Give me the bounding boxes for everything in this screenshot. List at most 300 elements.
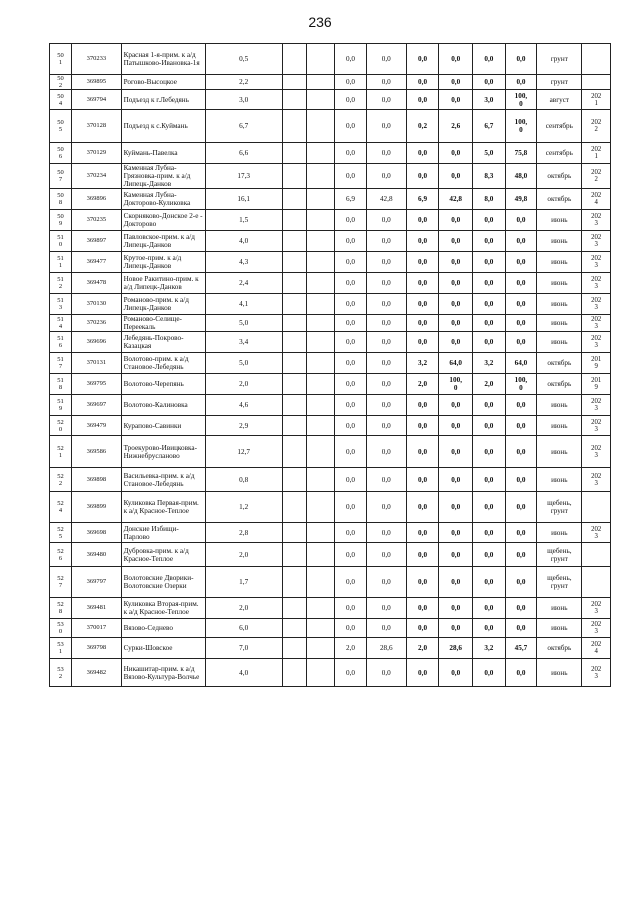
value-6: 0,0: [505, 492, 537, 523]
value-4: 0,0: [439, 231, 473, 252]
value-5: 3,2: [473, 353, 506, 374]
value-1: 0,0: [335, 44, 367, 75]
value-5: 6,7: [473, 110, 506, 143]
value-3: 0,0: [406, 395, 439, 416]
value-1: 0,0: [335, 90, 367, 110]
empty-cell: [306, 75, 334, 90]
value-1: 0,0: [335, 315, 367, 332]
value-5: 0,0: [473, 294, 506, 315]
value-1: 0,0: [335, 619, 367, 638]
value-1: 0,0: [335, 543, 367, 567]
value-5: 0,0: [473, 44, 506, 75]
table-row: [50, 332, 611, 353]
road-name: Волотово-прим. к а/д Становое-Лебедянь: [121, 353, 205, 374]
row-number: 52 0: [50, 416, 72, 436]
value-2: 0,0: [366, 353, 406, 374]
value-4: 0,0: [439, 619, 473, 638]
road-code: 369481: [72, 598, 121, 619]
table-row: [50, 567, 611, 598]
value-6: 0,0: [505, 567, 537, 598]
value-5: 3,0: [473, 90, 506, 110]
empty-cell: [306, 189, 334, 210]
road-code: 369798: [72, 638, 121, 659]
row-number: 53 0: [50, 619, 72, 638]
table-row: [50, 374, 611, 395]
value-3: 0,0: [406, 619, 439, 638]
value-2: 0,0: [366, 143, 406, 164]
value-5: 0,0: [473, 567, 506, 598]
road-code: 369896: [72, 189, 121, 210]
value-2: 0,0: [366, 659, 406, 687]
road-code: 369898: [72, 468, 121, 492]
value-3: 0,0: [406, 436, 439, 468]
year: 202 3: [582, 332, 611, 353]
road-code: 370128: [72, 110, 121, 143]
value-5: 0,0: [473, 332, 506, 353]
row-number: 52 6: [50, 543, 72, 567]
value-1: 0,0: [335, 523, 367, 543]
empty-cell: [306, 332, 334, 353]
road-code: 369482: [72, 659, 121, 687]
empty-cell: [282, 273, 306, 294]
table-row: [50, 638, 611, 659]
value-1: 0,0: [335, 598, 367, 619]
value-3: 0,0: [406, 164, 439, 189]
row-number: 52 8: [50, 598, 72, 619]
empty-cell: [306, 353, 334, 374]
value-6: 49,8: [505, 189, 537, 210]
value-2: 0,0: [366, 294, 406, 315]
value-1: 0,0: [335, 492, 367, 523]
month-or-surface: октябрь: [537, 189, 582, 210]
row-number: 50 8: [50, 189, 72, 210]
road-length: 12,7: [205, 436, 282, 468]
value-1: 0,0: [335, 353, 367, 374]
value-3: 2,0: [406, 374, 439, 395]
month-or-surface: июнь: [537, 210, 582, 231]
road-code: 369479: [72, 416, 121, 436]
empty-cell: [306, 90, 334, 110]
empty-cell: [306, 416, 334, 436]
row-number: 51 9: [50, 395, 72, 416]
value-1: 0,0: [335, 374, 367, 395]
empty-cell: [282, 90, 306, 110]
road-name: Скорняково-Донское 2-е - Докторово: [121, 210, 205, 231]
value-6: 75,8: [505, 143, 537, 164]
value-5: 0,0: [473, 252, 506, 273]
value-1: 0,0: [335, 110, 367, 143]
road-length: 7,0: [205, 638, 282, 659]
road-length: 17,3: [205, 164, 282, 189]
empty-cell: [282, 210, 306, 231]
road-code: 370234: [72, 164, 121, 189]
empty-cell: [306, 638, 334, 659]
value-2: 0,0: [366, 315, 406, 332]
table-row: [50, 252, 611, 273]
table-row: [50, 189, 611, 210]
road-length: 2,0: [205, 598, 282, 619]
value-5: 0,0: [473, 619, 506, 638]
road-name: Новое Ракитино-прим. к а/д Липецк-Данков: [121, 273, 205, 294]
table-row: [50, 492, 611, 523]
value-4: 42,8: [439, 189, 473, 210]
empty-cell: [306, 252, 334, 273]
value-4: 0,0: [439, 252, 473, 273]
value-3: 0,0: [406, 567, 439, 598]
empty-cell: [306, 598, 334, 619]
road-length: 4,0: [205, 659, 282, 687]
value-3: 0,0: [406, 492, 439, 523]
year: 202 2: [582, 110, 611, 143]
table-row: [50, 523, 611, 543]
table-row: [50, 90, 611, 110]
empty-cell: [282, 543, 306, 567]
road-length: 4,0: [205, 231, 282, 252]
table-row: [50, 543, 611, 567]
table-row: [50, 468, 611, 492]
value-3: 0,0: [406, 44, 439, 75]
value-6: 0,0: [505, 468, 537, 492]
year: 202 3: [582, 273, 611, 294]
road-code: 370131: [72, 353, 121, 374]
road-code: 369797: [72, 567, 121, 598]
value-3: 0,0: [406, 523, 439, 543]
value-4: 0,0: [439, 543, 473, 567]
empty-cell: [282, 353, 306, 374]
value-6: 0,0: [505, 598, 537, 619]
month-or-surface: щебень, грунт: [537, 492, 582, 523]
value-2: 0,0: [366, 543, 406, 567]
value-1: 0,0: [335, 332, 367, 353]
empty-cell: [306, 44, 334, 75]
table-row: [50, 231, 611, 252]
row-number: 50 6: [50, 143, 72, 164]
road-name: Павловское-прим. к а/д Липецк-Данков: [121, 231, 205, 252]
year: 202 4: [582, 189, 611, 210]
value-2: 28,6: [366, 638, 406, 659]
month-or-surface: сентябрь: [537, 143, 582, 164]
value-2: 0,0: [366, 90, 406, 110]
value-4: 0,0: [439, 492, 473, 523]
value-6: 0,0: [505, 416, 537, 436]
table-row: [50, 315, 611, 332]
month-or-surface: октябрь: [537, 638, 582, 659]
row-number: 51 1: [50, 252, 72, 273]
value-5: 0,0: [473, 492, 506, 523]
value-2: 0,0: [366, 416, 406, 436]
road-code: 370017: [72, 619, 121, 638]
road-length: 3,4: [205, 332, 282, 353]
road-code: 369897: [72, 231, 121, 252]
page-number: 236: [308, 14, 332, 30]
month-or-surface: июнь: [537, 659, 582, 687]
year: [582, 567, 611, 598]
value-4: 100, 0: [439, 374, 473, 395]
row-number: 50 1: [50, 44, 72, 75]
empty-cell: [282, 44, 306, 75]
road-length: 4,6: [205, 395, 282, 416]
value-4: 0,0: [439, 523, 473, 543]
table-row: [50, 659, 611, 687]
empty-cell: [306, 273, 334, 294]
row-number: 52 5: [50, 523, 72, 543]
empty-cell: [306, 659, 334, 687]
table-row: [50, 164, 611, 189]
year: [582, 543, 611, 567]
value-6: 0,0: [505, 543, 537, 567]
road-name: Подъезд к г.Лебедянь: [121, 90, 205, 110]
value-4: 64,0: [439, 353, 473, 374]
road-length: 2,2: [205, 75, 282, 90]
year: 202 3: [582, 523, 611, 543]
value-6: 0,0: [505, 252, 537, 273]
table-row: [50, 598, 611, 619]
road-name: Романово-Селище-Переекаль: [121, 315, 205, 332]
row-number: 50 7: [50, 164, 72, 189]
value-6: 0,0: [505, 273, 537, 294]
empty-cell: [282, 436, 306, 468]
empty-cell: [306, 210, 334, 231]
road-length: 1,5: [205, 210, 282, 231]
value-3: 0,0: [406, 315, 439, 332]
table-row: [50, 143, 611, 164]
month-or-surface: октябрь: [537, 374, 582, 395]
row-number: 52 1: [50, 436, 72, 468]
row-number: 52 7: [50, 567, 72, 598]
road-length: 2,8: [205, 523, 282, 543]
value-4: 0,0: [439, 332, 473, 353]
road-name: Лебедянь-Покрово-Казацкая: [121, 332, 205, 353]
value-2: 0,0: [366, 231, 406, 252]
road-code: 369795: [72, 374, 121, 395]
row-number: 51 0: [50, 231, 72, 252]
month-or-surface: грунт: [537, 75, 582, 90]
value-1: 0,0: [335, 143, 367, 164]
row-number: 53 2: [50, 659, 72, 687]
value-4: 0,0: [439, 273, 473, 294]
value-6: 0,0: [505, 523, 537, 543]
year: 202 3: [582, 619, 611, 638]
month-or-surface: октябрь: [537, 164, 582, 189]
table-row: [50, 619, 611, 638]
road-length: 2,0: [205, 543, 282, 567]
road-name: Дубровка-прим. к а/д Красное-Теплое: [121, 543, 205, 567]
table-row: [50, 44, 611, 75]
year: 202 3: [582, 315, 611, 332]
value-3: 0,0: [406, 273, 439, 294]
road-table: [49, 43, 611, 687]
value-1: 0,0: [335, 210, 367, 231]
year: 202 3: [582, 416, 611, 436]
year: 202 3: [582, 395, 611, 416]
value-4: 0,0: [439, 90, 473, 110]
road-code: 370129: [72, 143, 121, 164]
road-code: 369696: [72, 332, 121, 353]
table-row: [50, 395, 611, 416]
value-3: 0,0: [406, 210, 439, 231]
value-6: 100, 0: [505, 90, 537, 110]
road-name: Крутое-прим. к а/д Липецк-Данков: [121, 252, 205, 273]
road-name: Вязово-Седнево: [121, 619, 205, 638]
empty-cell: [282, 416, 306, 436]
value-6: 64,0: [505, 353, 537, 374]
value-5: 0,0: [473, 659, 506, 687]
value-2: 0,0: [366, 468, 406, 492]
month-or-surface: июнь: [537, 395, 582, 416]
road-length: 6,7: [205, 110, 282, 143]
empty-cell: [282, 189, 306, 210]
empty-cell: [282, 294, 306, 315]
value-3: 0,0: [406, 75, 439, 90]
month-or-surface: июнь: [537, 468, 582, 492]
value-6: 100, 0: [505, 110, 537, 143]
value-3: 0,0: [406, 231, 439, 252]
value-3: 6,9: [406, 189, 439, 210]
value-4: 0,0: [439, 395, 473, 416]
value-6: 100, 0: [505, 374, 537, 395]
empty-cell: [306, 315, 334, 332]
value-5: 0,0: [473, 543, 506, 567]
road-length: 0,5: [205, 44, 282, 75]
value-4: 0,0: [439, 416, 473, 436]
road-length: 2,9: [205, 416, 282, 436]
road-name: Сурки-Шовское: [121, 638, 205, 659]
row-number: 51 2: [50, 273, 72, 294]
month-or-surface: сентябрь: [537, 110, 582, 143]
row-number: 51 3: [50, 294, 72, 315]
year: 202 3: [582, 598, 611, 619]
value-2: 0,0: [366, 619, 406, 638]
month-or-surface: июнь: [537, 436, 582, 468]
road-name: Романово-прим. к а/д Липецк-Данков: [121, 294, 205, 315]
empty-cell: [282, 231, 306, 252]
value-4: 0,0: [439, 210, 473, 231]
road-code: 370235: [72, 210, 121, 231]
value-5: 5,0: [473, 143, 506, 164]
value-1: 0,0: [335, 436, 367, 468]
value-3: 0,0: [406, 468, 439, 492]
month-or-surface: июнь: [537, 252, 582, 273]
row-number: 51 7: [50, 353, 72, 374]
value-2: 0,0: [366, 44, 406, 75]
value-1: 0,0: [335, 468, 367, 492]
month-or-surface: июнь: [537, 332, 582, 353]
month-or-surface: грунт: [537, 44, 582, 75]
year: 202 1: [582, 143, 611, 164]
empty-cell: [306, 143, 334, 164]
road-name: Красная 1-я-прим. к а/д Патышково-Ивановка-1я: [121, 44, 205, 75]
value-4: 0,0: [439, 598, 473, 619]
value-5: 0,0: [473, 210, 506, 231]
road-name: Волотово-Калиновка: [121, 395, 205, 416]
value-1: 0,0: [335, 164, 367, 189]
month-or-surface: июнь: [537, 273, 582, 294]
road-length: 6,6: [205, 143, 282, 164]
value-3: 0,0: [406, 294, 439, 315]
value-5: 0,0: [473, 75, 506, 90]
empty-cell: [306, 395, 334, 416]
empty-cell: [306, 619, 334, 638]
value-1: 0,0: [335, 416, 367, 436]
row-number: 52 2: [50, 468, 72, 492]
value-3: 0,0: [406, 416, 439, 436]
value-3: 0,0: [406, 659, 439, 687]
empty-cell: [282, 598, 306, 619]
road-code: 369480: [72, 543, 121, 567]
road-code: 369697: [72, 395, 121, 416]
value-2: 0,0: [366, 567, 406, 598]
value-2: 0,0: [366, 332, 406, 353]
year: [582, 44, 611, 75]
empty-cell: [282, 374, 306, 395]
empty-cell: [306, 164, 334, 189]
value-6: 45,7: [505, 638, 537, 659]
value-1: 0,0: [335, 75, 367, 90]
value-5: 0,0: [473, 523, 506, 543]
value-3: 0,0: [406, 90, 439, 110]
road-name: Васильевка-прим. к а/д Становое-Лебедянь: [121, 468, 205, 492]
road-length: 5,0: [205, 315, 282, 332]
value-5: 0,0: [473, 315, 506, 332]
road-name: Подъезд к с.Куймань: [121, 110, 205, 143]
value-1: 0,0: [335, 252, 367, 273]
table-row: [50, 416, 611, 436]
value-4: 0,0: [439, 294, 473, 315]
empty-cell: [306, 543, 334, 567]
value-2: 0,0: [366, 273, 406, 294]
road-length: 4,1: [205, 294, 282, 315]
value-6: 0,0: [505, 332, 537, 353]
road-length: 1,2: [205, 492, 282, 523]
value-2: 0,0: [366, 75, 406, 90]
value-5: 0,0: [473, 416, 506, 436]
road-code: 370236: [72, 315, 121, 332]
road-name: Троекурово-Ивицковка-Нижнебруслановo: [121, 436, 205, 468]
empty-cell: [306, 110, 334, 143]
row-number: 51 8: [50, 374, 72, 395]
value-6: 0,0: [505, 659, 537, 687]
value-2: 0,0: [366, 210, 406, 231]
road-name: Донские Избищи-Парлово: [121, 523, 205, 543]
empty-cell: [282, 75, 306, 90]
value-3: 0,0: [406, 252, 439, 273]
empty-cell: [282, 332, 306, 353]
empty-cell: [306, 294, 334, 315]
road-code: 369477: [72, 252, 121, 273]
value-4: 0,0: [439, 75, 473, 90]
month-or-surface: июнь: [537, 523, 582, 543]
value-5: 0,0: [473, 598, 506, 619]
road-length: 6,0: [205, 619, 282, 638]
value-6: 0,0: [505, 231, 537, 252]
empty-cell: [306, 436, 334, 468]
year: 202 3: [582, 659, 611, 687]
row-number: 51 6: [50, 332, 72, 353]
value-4: 0,0: [439, 659, 473, 687]
empty-cell: [282, 468, 306, 492]
value-6: 0,0: [505, 44, 537, 75]
value-2: 0,0: [366, 436, 406, 468]
value-3: 0,0: [406, 598, 439, 619]
road-code: 369698: [72, 523, 121, 543]
road-name: Куликовка Вторая-прим. к а/д Красное-Теплое: [121, 598, 205, 619]
empty-cell: [282, 659, 306, 687]
value-4: 0,0: [439, 436, 473, 468]
road-length: 5,0: [205, 353, 282, 374]
value-2: 0,0: [366, 374, 406, 395]
road-length: 2,4: [205, 273, 282, 294]
year: 202 1: [582, 90, 611, 110]
